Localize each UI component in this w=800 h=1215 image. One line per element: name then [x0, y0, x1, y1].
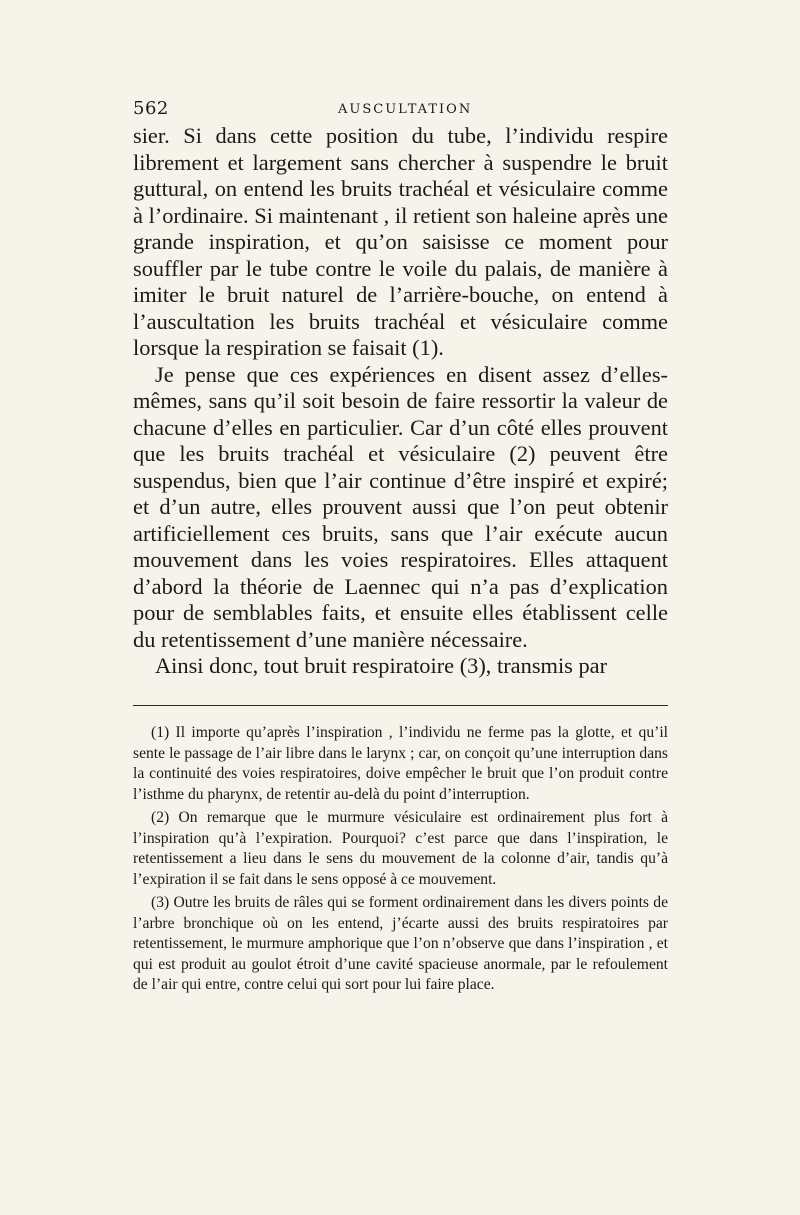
footnote-separator [133, 705, 668, 706]
running-title: AUSCULTATION [338, 102, 473, 117]
footnote: (1) Il importe qu’après l’inspiration , l’individu ne ferme pas la glotte, et qu’il sente le passage de l’air libre dans le larynx ; car, on conçoit qu’une interruption dans la continuité des voies respiratoires, doive empêcher le bruit que l’on produit contre l’isthme du pharynx, de retentir au-delà du point d’interruption. [133, 724, 668, 803]
paragraph: Je pense que ces expériences en disent assez d’elles-mêmes, sans qu’il soit besoin de faire ressortir la valeur de chacune d’elles en particulier. Car d’un côté elles prouvent que les bruits trachéal et vésiculaire (2) peuvent être suspendus, bien que l’air continue d’être inspiré et expiré; et d’un autre, elles prouvent aussi que l’on peut obtenir artificiellement ces bruits, sans que l’air exécute aucun mouvement dans les voies respiratoires. Elles attaquent d’abord la théorie de Laennec qui n’a pas d’explication pour de semblables faits, et ensuite elles établissent celle du retentissement d’une manière nécessaire. [133, 361, 668, 652]
main-text [133, 123, 668, 680]
paragraph: Ainsi donc, tout bruit respiratoire (3), transmis par [155, 653, 608, 678]
page-number: 562 [133, 98, 169, 119]
running-head [133, 98, 668, 122]
footnotes [133, 723, 668, 996]
footnote: (2) On remarque que le murmure vésiculaire est ordinairement plus fort à l’inspiration qu’à l’expiration. Pourquoi? c’est parce que dans l’inspiration, le retentissement a lieu dans le sens du mouvement de la colonne d’air, tandis qu’à l’expiration il se fait dans le sens opposé à ce mouvement. [133, 809, 668, 888]
footnote: (3) Outre les bruits de râles qui se forment ordinairement dans les divers points de l’arbre bronchique où on les entend, j’écarte aussi des bruits respiratoires par retentissement, le murmure amphorique que l’on n’observe que dans l’inspiration , et qui est produit au goulot étroit d’une cavité spacieuse anormale, par le refoulement de l’air qui entre, contre celui qui sort pour lui faire place. [133, 894, 668, 993]
paragraph: sier. Si dans cette position du tube, l’individu respire librement et largement sans chercher à suspendre le bruit guttural, on entend les bruits trachéal et vésiculaire comme à l’ordinaire. Si maintenant , il retient son haleine après une grande inspiration, et qu’on saisisse ce moment pour souffler par le tube contre le voile du palais, de manière à imiter le bruit naturel de l’arrière-bouche, on entend à l’auscultation les bruits trachéal et vésiculaire comme lorsque la respiration se faisait (1). [133, 123, 668, 360]
